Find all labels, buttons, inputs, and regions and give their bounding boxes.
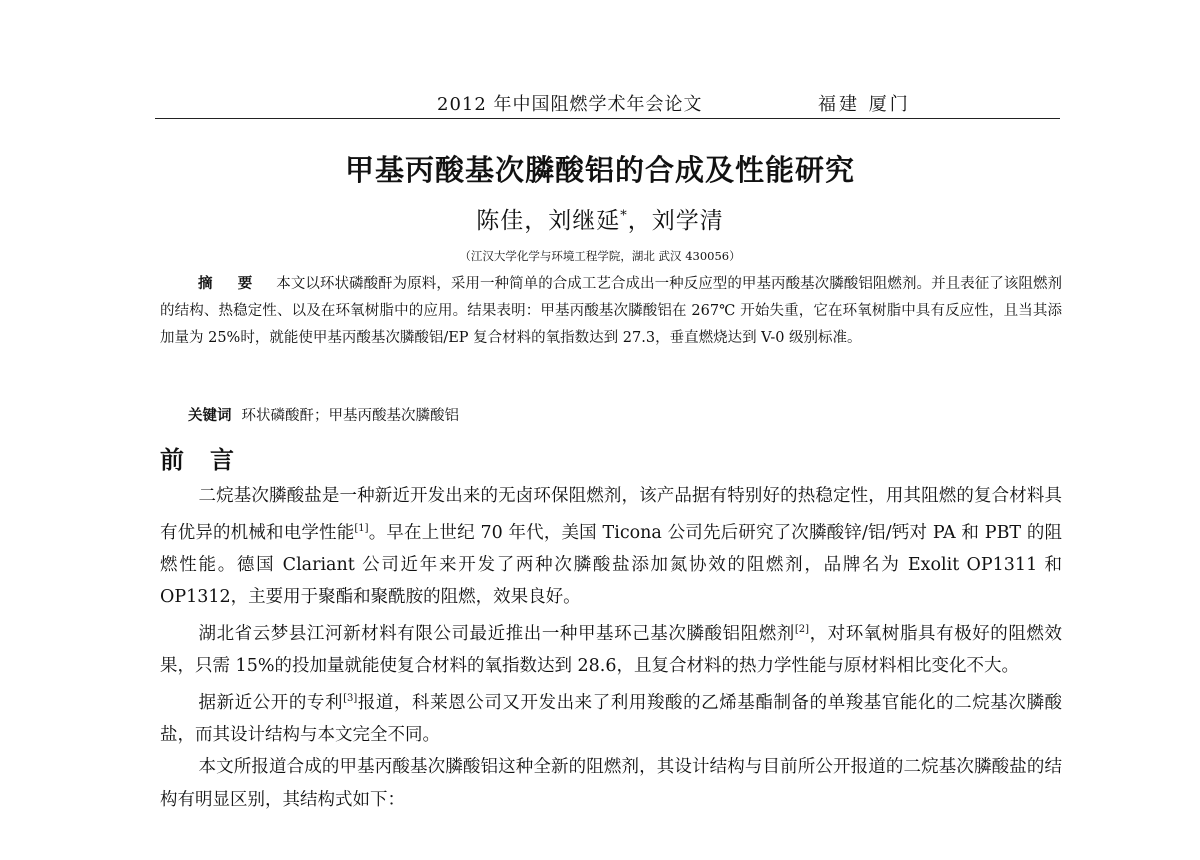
citation-1: [1] <box>354 522 369 534</box>
author-list <box>0 202 1200 235</box>
keywords-text: 环状磷酸酐；甲基丙酸基次膦酸铝 <box>241 408 459 424</box>
corresponding-author-mark: * <box>620 208 628 224</box>
paper-title: 甲基丙酸基次膦酸铝的合成及性能研究 <box>344 153 855 187</box>
paragraph-4: 本文所报道合成的甲基丙酸基次膦酸铝这种全新的阻燃剂，其设计结构与目前所公开报道的二烷基次膦酸盐的结构有明显区别，其结构式如下： <box>160 757 1062 810</box>
header-conference: 2012 年中国阻燃学术年会论文 <box>437 94 703 115</box>
authors-rest: ，刘学清 <box>627 208 724 234</box>
authors-first: 陈佳，刘继延 <box>476 208 621 234</box>
keywords <box>188 404 459 428</box>
paragraph-1: 二烷基次膦酸盐是一种新近开发出来的无卤环保阻燃剂，该产品据有特别好的热稳定性，用其阻燃的复合材料具有优异的机械和电学性能[1]。早在上世纪 70 年代，美国 Ticona 公司先后研究了次膦酸锌/铝/钙对 PA 和 PBT 的阻燃性能。德国 Clariant 公司近年来开发了两种次膦酸盐添加氮协效的阻燃剂，品牌名为 Exolit OP1311 和 OP1312，主要用于聚酯和聚酰胺的阻燃，效果良好。 <box>160 486 1063 608</box>
paragraph-2: 湖北省云梦县江河新材料有限公司最近推出一种甲基环己基次膦酸铝阻燃剂[2]，对环氧树脂具有极好的阻燃效果，只需 15%的投加量就能使复合材料的氧指数达到 28.6，且复合材料的热力学性能与原材料相比变化不大。 <box>160 623 1063 677</box>
abstract-label: 摘 要 <box>198 276 263 292</box>
paragraph-3: 据新近公开的专利[3]报道，科莱恩公司又开发出来了利用羧酸的乙烯基酯制备的单羧基官能化的二烷基次膦酸盐，而其设计结构与本文完全不同。 <box>160 692 1063 745</box>
citation-2: [2] <box>794 623 810 635</box>
abstract-text: 本文以环状磷酸酐为原料，采用一种简单的合成工艺合成出一种反应型的甲基丙酸基次膦酸铝阻燃剂。并且表征了该阻燃剂的结构、热稳定性、以及在环氧树脂中的应用。结果表明：甲基丙酸基次膦酸铝在 267℃ 开始失重，它在环氧树脂中具有反应性，且当其添加量为 25%时，就能使甲基丙酸基次膦酸铝/EP 复合材料的氧指数达到 27.3，垂直燃烧达到 V-0 级别标准。 <box>160 276 1062 346</box>
citation-3: [3] <box>343 692 358 704</box>
abstract <box>160 271 1062 352</box>
affiliation: （江汉大学化学与环境工程学院，湖北 武汉 430056） <box>459 249 741 263</box>
running-header <box>155 82 1060 119</box>
body-text <box>160 480 1062 816</box>
header-location: 福建 厦门 <box>818 94 911 115</box>
keywords-label: 关键词 <box>188 408 232 424</box>
section-heading: 前言 <box>160 446 260 474</box>
